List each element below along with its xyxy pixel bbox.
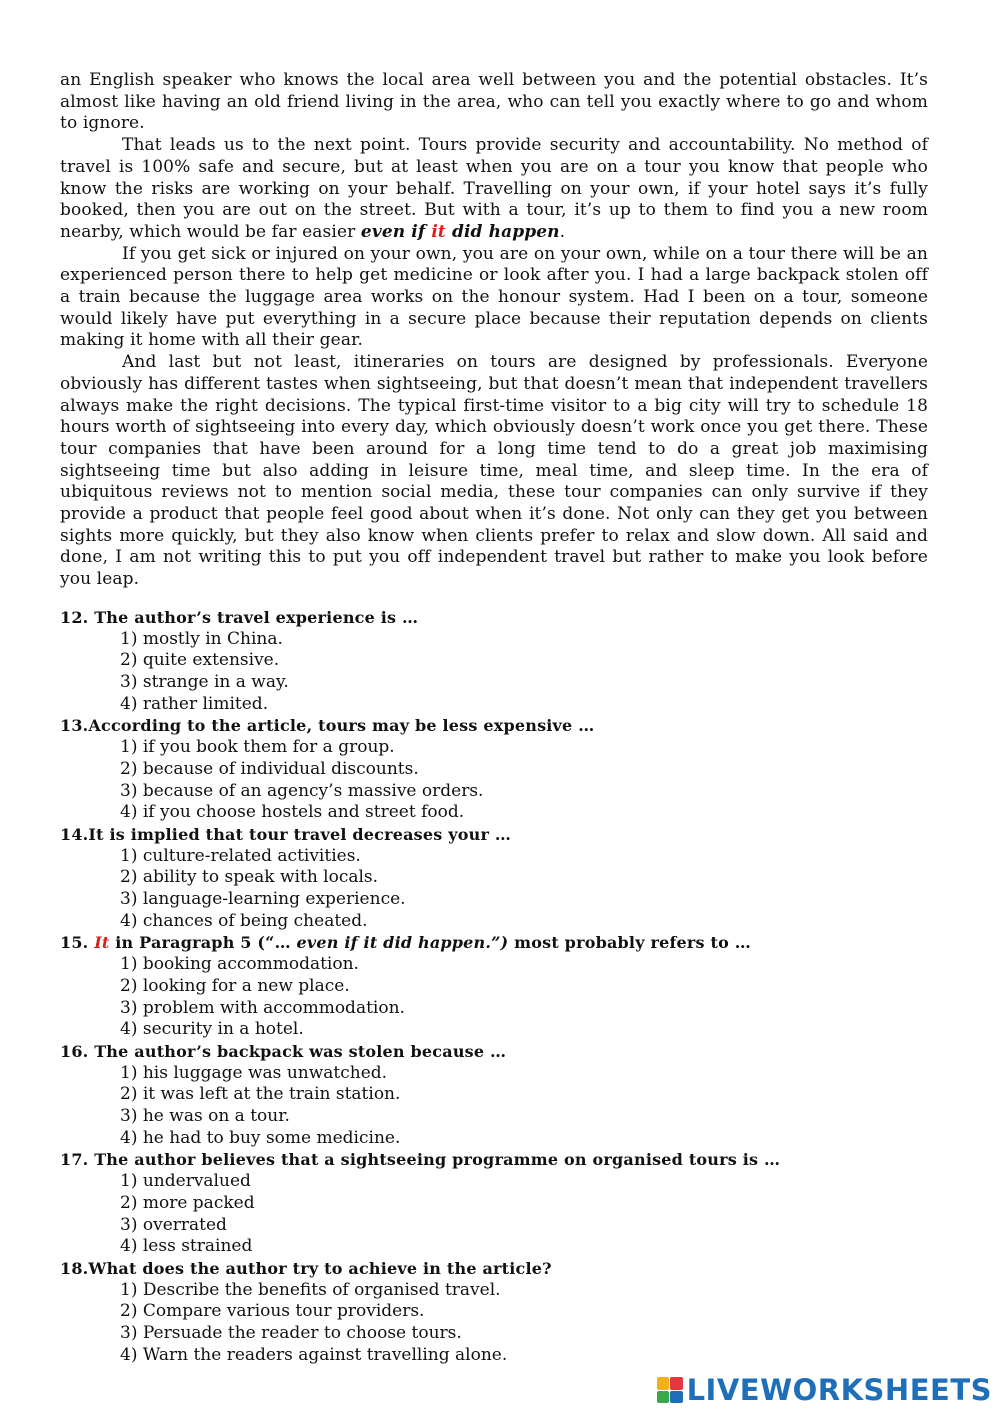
article-paragraph-2: [60, 135, 928, 244]
question-13-title: 13.According to the article, tours may be less expensive …: [60, 716, 595, 736]
question-18-title: 18.What does the author try to achieve in the article?: [60, 1258, 552, 1278]
question-16: [60, 1041, 928, 1150]
question-12-option-2[interactable]: 2) quite extensive.: [120, 650, 280, 671]
article-paragraph-2-text: That leads us to the next point. Tours provide security and accountability. No method of travel is 100% safe and secure, but at least when you are on a tour you know that people who know the risks are working on your behalf. Travelling on your own, if your hotel says it’s fully booked, then you are out on the street. But with a tour, it’s up to them to find you a new room nearby, which would be far easier: [60, 135, 928, 242]
questions-section: [60, 607, 928, 1367]
question-15-mid: in Paragraph 5 (“…: [109, 933, 297, 953]
article-paragraph-2-end: .: [559, 221, 566, 242]
logo-square-green: [657, 1391, 670, 1404]
emphasis-it-red: it: [431, 221, 446, 242]
question-18-option-3[interactable]: 3) Persuade the reader to choose tours.: [120, 1323, 462, 1344]
question-18-option-1[interactable]: 1) Describe the benefits of organised travel.: [120, 1279, 501, 1300]
article-paragraph-4: And last but not least, itineraries on tours are designed by professionals. Everyone obviously has different tastes when sightseeing, but that doesn’t mean that independent travellers always make the right decisions. The typical first-time visitor to a big city will try to schedule 18 hours worth of sightseeing into every day, which obviously doesn’t work once you get there. These tour companies that have been around for a long time tend to do a great job maximising sightseeing time but also adding in leisure time, meal time, and sleep time. In the era of ubiquitous reviews not to mention social media, these tour companies can only survive if they provide a product that people feel good about when it’s done. Not only can they get you between sights more quickly, but they also know when clients prefer to relax and slow down. All said and done, I am not writing this to put you off independent travel but rather to make you look before you leap.: [60, 352, 928, 590]
question-14-option-4[interactable]: 4) chances of being cheated.: [120, 910, 368, 931]
question-16-option-1[interactable]: 1) his luggage was unwatched.: [120, 1062, 388, 1083]
question-15-option-3[interactable]: 3) problem with accommodation.: [120, 997, 405, 1018]
logo-square-yellow: [657, 1377, 670, 1390]
question-18: [60, 1258, 928, 1367]
emphasis-even-if: even if: [360, 221, 432, 242]
question-13-option-1[interactable]: 1) if you book them for a group.: [120, 737, 395, 758]
question-15-option-2[interactable]: 2) looking for a new place.: [120, 975, 350, 996]
question-12: [60, 607, 928, 716]
question-15-title: [60, 932, 928, 954]
question-17: [60, 1149, 928, 1258]
worksheet-page: [60, 70, 928, 1366]
question-17-option-4[interactable]: 4) less strained: [120, 1236, 253, 1257]
logo-square-blue: [670, 1391, 683, 1404]
question-17-option-1[interactable]: 1) undervalued: [120, 1171, 251, 1192]
question-15-option-4[interactable]: 4) security in a hotel.: [120, 1019, 304, 1040]
question-16-option-4[interactable]: 4) he had to buy some medicine.: [120, 1127, 401, 1148]
logo-square-red: [670, 1377, 683, 1390]
question-15-quote: even if it did happen.”): [296, 933, 509, 953]
question-13-option-2[interactable]: 2) because of individual discounts.: [120, 758, 419, 779]
question-16-option-3[interactable]: 3) he was on a tour.: [120, 1106, 290, 1127]
question-17-option-3[interactable]: 3) overrated: [120, 1214, 227, 1235]
logo-mark-icon: [657, 1377, 683, 1403]
emphasis-did-happen: did happen: [445, 221, 560, 242]
question-16-title: 16. The author’s backpack was stolen because …: [60, 1041, 507, 1061]
question-14-title: 14.It is implied that tour travel decreases your …: [60, 824, 512, 844]
question-14-option-3[interactable]: 3) language-learning experience.: [120, 889, 406, 910]
logo-text: LIVEWORKSHEETS: [686, 1373, 992, 1407]
question-15-end: most probably refers to …: [508, 933, 751, 953]
question-12-option-4[interactable]: 4) rather limited.: [120, 693, 269, 714]
question-13-option-3[interactable]: 3) because of an agency’s massive orders.: [120, 780, 484, 801]
question-12-option-3[interactable]: 3) strange in a way.: [120, 671, 289, 692]
question-14: [60, 824, 928, 933]
question-18-option-2[interactable]: 2) Compare various tour providers.: [120, 1301, 425, 1322]
article-paragraph-3: If you get sick or injured on your own, you are on your own, while on a tour there will be an experienced person there to help get medicine or look after you. I had a large backpack stolen off a train because the luggage area works on the honour system. Had I been on a tour, someone would likely have put everything in a secure place because their reputation depends on clients making it home with all their gear.: [60, 243, 928, 351]
article-paragraph-1: an English speaker who knows the local area well between you and the potential obstacles. It’s almost like having an old friend living in the area, who can tell you exactly where to go and whom to ignore.: [60, 70, 928, 134]
question-18-option-4[interactable]: 4) Warn the readers against travelling alone.: [120, 1344, 508, 1365]
question-15-option-1[interactable]: 1) booking accommodation.: [120, 954, 359, 975]
question-13-option-4[interactable]: 4) if you choose hostels and street food.: [120, 802, 465, 823]
question-17-title: 17. The author believes that a sightseeing programme on organised tours is …: [60, 1150, 781, 1170]
question-14-option-1[interactable]: 1) culture-related activities.: [120, 845, 361, 866]
liveworksheets-logo[interactable]: [657, 1373, 992, 1407]
question-12-option-1[interactable]: 1) mostly in China.: [120, 628, 283, 649]
question-12-title: 12. The author’s travel experience is …: [60, 607, 419, 627]
question-15: [60, 932, 928, 1041]
question-15-it-red: It: [94, 933, 110, 953]
question-14-option-2[interactable]: 2) ability to speak with locals.: [120, 867, 379, 888]
question-16-option-2[interactable]: 2) it was left at the train station.: [120, 1084, 401, 1105]
question-13: [60, 715, 928, 824]
question-15-number: 15.: [60, 933, 95, 953]
question-17-option-2[interactable]: 2) more packed: [120, 1192, 255, 1213]
